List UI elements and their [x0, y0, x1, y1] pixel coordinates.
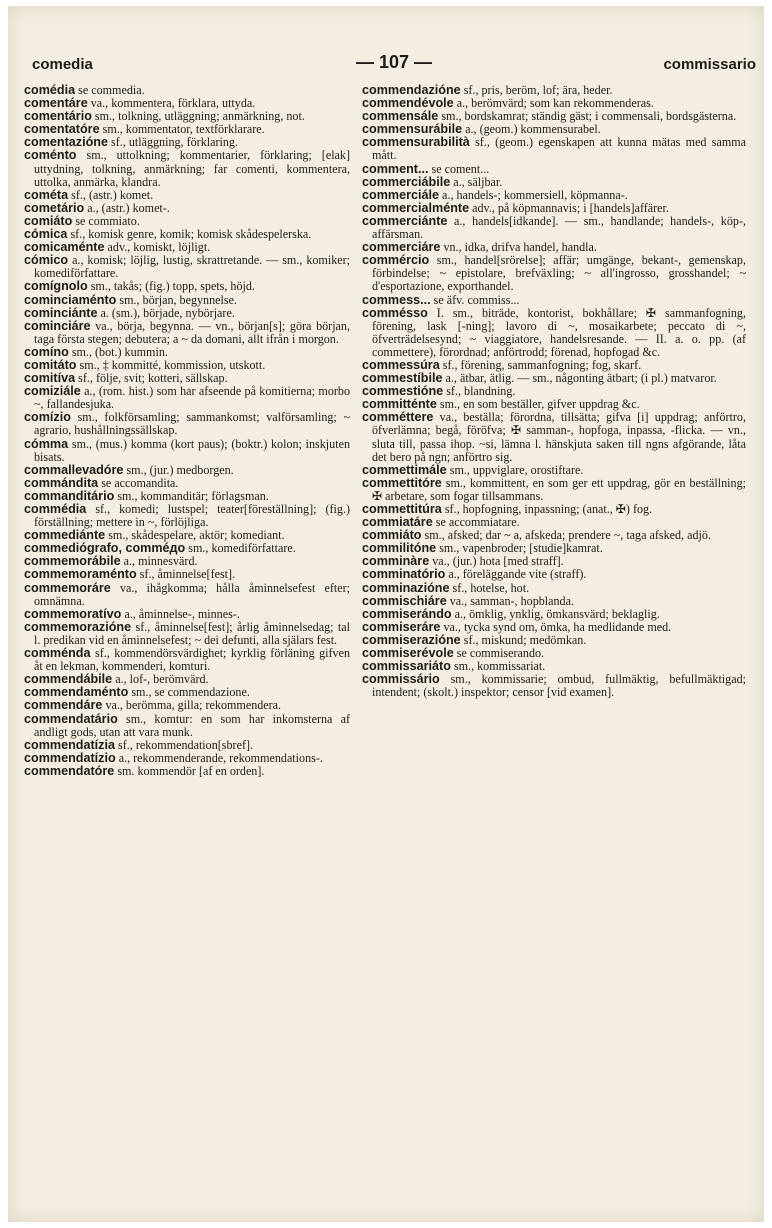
entry-definition: sf., rekommendation[sbref]. [118, 737, 254, 752]
entry-headword: commiseráre [362, 619, 441, 634]
entry-headword: commendatízio [24, 750, 116, 765]
entry-headword: commissariáto [362, 659, 451, 674]
entry-definition: sf., blandning. [446, 384, 516, 399]
entry-definition: va., ihågkomma; hålla åminnelsefest efter; omnämna. [34, 580, 350, 608]
entry-definition: sf., (astr.) komet. [71, 187, 154, 202]
entry-definition: sm., början, begynnelse. [119, 292, 237, 307]
entry-headword: comicaménte [24, 240, 105, 255]
entry-definition: sm., folkförsamling; sammankomst; valförsamling; ~ agrario, hushållningssällskap. [34, 410, 350, 438]
entry-definition: sf., pris, beröm, lof; ära, heder. [463, 83, 613, 97]
entry-definition: va., beställa; förordna, tillsätta; gifva [i] uppdrag; anförtro, öfverlämna; begå, föröfva; ✠ samman-, hopfoga, inpassa, -flicka. — vn., sluta till, passa ihop. ~si, lämna l. hänskjuta saken till ngns afgörande, låta det bero på ngn; anförtro sig. [372, 410, 746, 464]
entry-definition: sm. kommendör [af en orden]. [117, 763, 265, 778]
dictionary-entry [362, 136, 746, 162]
dictionary-entry [24, 582, 350, 608]
entry-headword: commemoraménto [24, 567, 137, 582]
entry-definition: sm., tolkning, utläggning; anmärkning, not. [94, 109, 305, 124]
dictionary-entry [24, 765, 350, 778]
entry-definition: se accommiatare. [435, 515, 520, 530]
entry-definition: a. (sm.), började, nybörjare. [100, 305, 235, 320]
entry-definition: adv., komiskt, löjligt. [107, 240, 211, 255]
dictionary-entry [362, 411, 746, 463]
entry-headword: commendatóre [24, 763, 115, 778]
entry-definition: sm., skådespelare, aktör; komediant. [108, 528, 285, 543]
entry-headword: committénte [362, 397, 437, 412]
entry-headword: comminàre [362, 554, 430, 569]
entry-headword: commilitóne [362, 541, 437, 556]
entry-headword: commensurabilità [362, 135, 470, 150]
entry-definition: va., berömma, gilla; rekommendera. [105, 698, 282, 713]
entry-headword: commiatáre [362, 515, 433, 530]
dictionary-entry [24, 385, 350, 411]
entry-definition: sm., komediförfattare. [188, 541, 296, 556]
dictionary-entry [24, 411, 350, 437]
entry-definition: a., lof-, berömvärd. [115, 672, 209, 687]
page-header [32, 50, 756, 76]
entry-definition: sm., kommissarie; ombud, fullmäktig, befullmäktigad; intendent; (skolt.) inspektor; censor [vid examen]. [372, 672, 746, 700]
entry-definition: sm., en som beställer, gifver uppdrag &c. [439, 397, 640, 412]
entry-headword: commésso [362, 305, 428, 320]
entry-definition: se coment... [431, 161, 490, 176]
left-column [24, 84, 350, 778]
entry-headword: comédia [24, 83, 76, 97]
entry-headword: comitáto [24, 357, 77, 372]
entry-headword: commendaménto [24, 685, 129, 700]
dictionary-entry [24, 438, 350, 464]
entry-headword: commestióne [362, 384, 444, 399]
entry-definition: a., åminnelse-, minnes-. [124, 606, 240, 621]
right-column [362, 84, 746, 699]
entry-definition: va., kommentera, förklara, uttyda. [90, 96, 256, 111]
entry-headword: cominciáre [24, 318, 91, 333]
entry-headword: commiserándo [362, 606, 452, 621]
header-first-word: comedia [32, 56, 93, 73]
entry-definition: sm., (mus.) komma (kort paus); (boktr.) kolon; inskjuten bisats. [34, 436, 350, 464]
dictionary-entry [24, 713, 350, 739]
entry-headword: commemorábile [24, 554, 121, 569]
entry-definition: sf., miskund; medömkan. [463, 632, 587, 647]
entry-headword: comentazióne [24, 135, 108, 150]
entry-definition: vn., idka, drifva handel, handla. [443, 240, 597, 255]
entry-definition: sf., åminnelse[fest]; årlig åminnelsedag; tal l. predikan vid en åminnelsefest; ~ dei defunti, alla själars fest. [34, 619, 350, 647]
entry-definition: va., börja, begynna. — vn., början[s]; göra början, taga första stegen; debutera; a ~ da domani, allt ifrån i morgon. [34, 318, 350, 346]
entry-definition: sm., kommanditär; förlagsman. [117, 488, 269, 503]
entry-definition: sf., komedi; lustspel; teater[föreställning]; (fig.) förställning; mettere in ~, förlöjliga. [34, 502, 350, 530]
dictionary-entry [24, 254, 350, 280]
entry-headword: comiáto [24, 213, 73, 228]
entry-headword: comment... [362, 161, 429, 176]
entry-headword: commerciábile [362, 174, 451, 189]
entry-definition: va., tycka synd om, ömka, ha medlidande med. [443, 619, 672, 634]
entry-headword: commendazióne [362, 83, 461, 97]
dictionary-entry [24, 320, 350, 346]
entry-definition: va., samman-, hopblanda. [449, 593, 574, 608]
entry-definition: sf., (geom.) egenskapen att kunna mätas med samma mått. [372, 135, 747, 163]
entry-definition: a., ömklig, ynklig, ömkansvärd; beklaglig. [454, 606, 660, 621]
entry-headword: cómma [24, 436, 69, 451]
entry-headword: commendáre [24, 698, 103, 713]
entry-headword: coménto [24, 148, 77, 163]
entry-definition: a., rekommenderande, rekommendations-. [118, 750, 323, 765]
dictionary-entry [24, 202, 350, 215]
entry-definition: se accomandita. [101, 475, 179, 490]
dictionary-entry [24, 149, 350, 188]
entry-headword: comménda [24, 646, 91, 661]
entry-definition: a., (astr.) komet-. [87, 200, 170, 215]
entry-definition: se commedia. [78, 83, 145, 97]
entry-definition: I. sm., biträde, kontorist, bokhållare; ✠ sammanfogning, förening, lask [-ning]; lavoro di ~, mosaikarbete; peccato di ~, öfverträdelsesynd; ~ viaggiatore, handelsresande. — II. a. o. pp. (af commettere), förordnad; anförtrodd; förenad, hopfogad &c. [372, 305, 746, 359]
entry-headword: commerciále [362, 187, 440, 202]
header-last-word: commissario [663, 56, 756, 73]
entry-definition: se äfv. commiss... [433, 292, 520, 307]
entry-definition: a., berömvärd; som kan rekommenderas. [456, 96, 654, 111]
entry-definition: a., (rom. hist.) som har afseende på komitierna; morbo ~, fallandesjuka. [34, 384, 350, 412]
entry-headword: cómico [24, 253, 69, 268]
entry-definition: se commiserando. [456, 646, 545, 661]
entry-definition: sm., se commendazione. [131, 685, 250, 700]
entry-headword: commendábile [24, 672, 113, 687]
entry-headword: commess... [362, 292, 431, 307]
entry-definition: a., ätbar, ätlig. — sm., någonting ätbart; (i pl.) matvaror. [445, 371, 717, 386]
entry-headword: comíno [24, 344, 69, 359]
entry-definition: sf., kommendörsvärdighet; kyrklig förläning gifven åt en lekman, kommenderi, komturi. [34, 646, 350, 674]
entry-definition: se commiato. [75, 213, 140, 228]
entry-headword: commiserazióne [362, 632, 461, 647]
entry-headword: cominciánte [24, 305, 98, 320]
entry-definition: sm., uppviglare, orostiftare. [449, 462, 584, 477]
entry-headword: commércio [362, 253, 430, 268]
entry-headword: commemoráre [24, 580, 111, 595]
entry-headword: comízio [24, 410, 71, 425]
entry-definition: a., handels[idkande]. — sm., handlande; handels-, köp-, affärsman. [372, 213, 746, 242]
entry-headword: commédia [24, 502, 87, 516]
entry-headword: commerciáre [362, 240, 441, 255]
dictionary-entry [24, 647, 350, 673]
entry-definition: sf., komisk genre, komik; komisk skådespelerska. [70, 227, 312, 242]
entry-headword: commettitóre [362, 475, 442, 490]
entry-headword: commanditário [24, 488, 115, 503]
entry-headword: comitíva [24, 371, 76, 386]
entry-headword: commestíbile [362, 371, 443, 386]
entry-definition: sm., kommittent, en som ger ett uppdrag, gör en beställning; ✠ arbetare, som fogar tillsammans. [372, 475, 746, 503]
entry-headword: comminazióne [362, 580, 450, 595]
entry-definition: sf., åminnelse[fest]. [139, 567, 236, 582]
entry-definition: sf., följe, svit; kotteri, sällskap. [78, 371, 228, 386]
entry-headword: commallevadóre [24, 462, 124, 477]
entry-headword: commensurábile [362, 122, 463, 137]
entry-headword: comígnolo [24, 279, 88, 294]
dictionary-entry [362, 254, 746, 293]
entry-headword: commischiáre [362, 593, 447, 608]
entry-headword: cominciaménto [24, 292, 117, 307]
entry-headword: comentatóre [24, 122, 100, 137]
entry-headword: commediánte [24, 528, 106, 543]
entry-headword: comentáre [24, 96, 88, 111]
entry-definition: sf., hopfogning, inpassning; (anat., ✠) fog. [444, 502, 653, 516]
entry-definition: sf., utläggning, förklaring. [111, 135, 238, 150]
entry-headword: commiáto [362, 528, 422, 543]
entry-headword: comentário [24, 109, 92, 124]
entry-headword: commemorazióne [24, 619, 132, 634]
entry-definition: a., handels-; kommersiell, köpmanna-. [442, 187, 628, 202]
entry-headword: commensále [362, 109, 439, 124]
entry-definition: sm., (bot.) kummin. [71, 344, 168, 359]
entry-definition: a., (geom.) kommensurabel. [465, 122, 601, 137]
entry-headword: cométa [24, 187, 69, 202]
dictionary-entry [362, 673, 746, 699]
entry-definition: sf., förening, sammanfogning; fog, skarf. [442, 357, 642, 372]
entry-definition: sm., komtur: en som har inkomsterna af andligt gods, utan att vara munk. [34, 711, 350, 739]
entry-headword: commediógrafo, comméдо [24, 541, 186, 556]
entry-headword: cometário [24, 200, 85, 215]
entry-definition: sf., hotelse, hot. [452, 580, 530, 595]
entry-definition: a., minnesvärd. [123, 554, 198, 569]
page-number: — 107 — [355, 52, 433, 72]
entry-headword: commendatízia [24, 737, 115, 752]
entry-definition: a., säljbar. [453, 174, 503, 189]
entry-headword: comminatório [362, 567, 446, 582]
entry-definition: sm., (jur.) medborgen. [126, 462, 234, 477]
entry-headword: commercialménte [362, 200, 470, 215]
entry-definition: sm., bordskamrat; ständig gäst; i commensali, bordsgästerna. [441, 109, 737, 124]
entry-headword: commettitúra [362, 502, 442, 516]
entry-definition: sm., uttolkning; kommentarier, förklaring; [elak] uttydning, tolkning, anmärkning; far comenti, kommentera, uttolka, anmärka, klandra. [34, 148, 350, 189]
entry-headword: commándita [24, 475, 99, 490]
entry-definition: sm., kommentator, textförklarare. [102, 122, 265, 137]
dictionary-entry [362, 215, 746, 241]
entry-definition: sm., afsked; dar ~ a, afskeda; prendere ~, taga afsked, adjö. [424, 528, 711, 543]
dictionary-entry [362, 307, 746, 359]
entry-headword: comiziále [24, 384, 81, 399]
entry-headword: commendévole [362, 96, 454, 111]
entry-definition: sm., handel[srörelse]; affär; umgänge, bekant-, gemenskap, förbindelse; ~ epistolare, brefväxling; ~ all'ingrosso, grosshandel; ~ d'esportazione, exporthandel. [372, 253, 746, 294]
entry-definition: sm., ‡ kommitté, kommission, utskott. [79, 357, 266, 372]
entry-headword: cómica [24, 227, 68, 242]
entry-headword: commemoratívo [24, 606, 122, 621]
entry-headword: commissário [362, 672, 440, 687]
entry-headword: comméttere [362, 410, 434, 425]
entry-headword: commerciánte [362, 213, 448, 228]
entry-definition: sm., vapenbroder; [studie]kamrat. [439, 541, 603, 556]
entry-definition: sm., kommissariat. [453, 659, 546, 674]
entry-headword: commiserévole [362, 646, 454, 661]
entry-headword: commendatário [24, 711, 118, 726]
dictionary-entry [24, 503, 350, 529]
entry-definition: adv., på köpmannavis; i [handels]affärer. [472, 200, 669, 215]
entry-definition: sm., takås; (fig.) topp, spets, höjd. [90, 279, 255, 294]
entry-headword: commessúra [362, 357, 440, 372]
entry-definition: va., (jur.) hota [med straff]. [432, 554, 564, 569]
entry-definition: a., föreläggande vite (straff). [448, 567, 587, 582]
dictionary-entry [362, 477, 746, 503]
dictionary-entry [24, 621, 350, 647]
entry-headword: commettimále [362, 462, 447, 477]
entry-definition: a., komisk; löjlig, lustig, skrattretande. — sm., komiker; komediförfattare. [34, 253, 350, 281]
